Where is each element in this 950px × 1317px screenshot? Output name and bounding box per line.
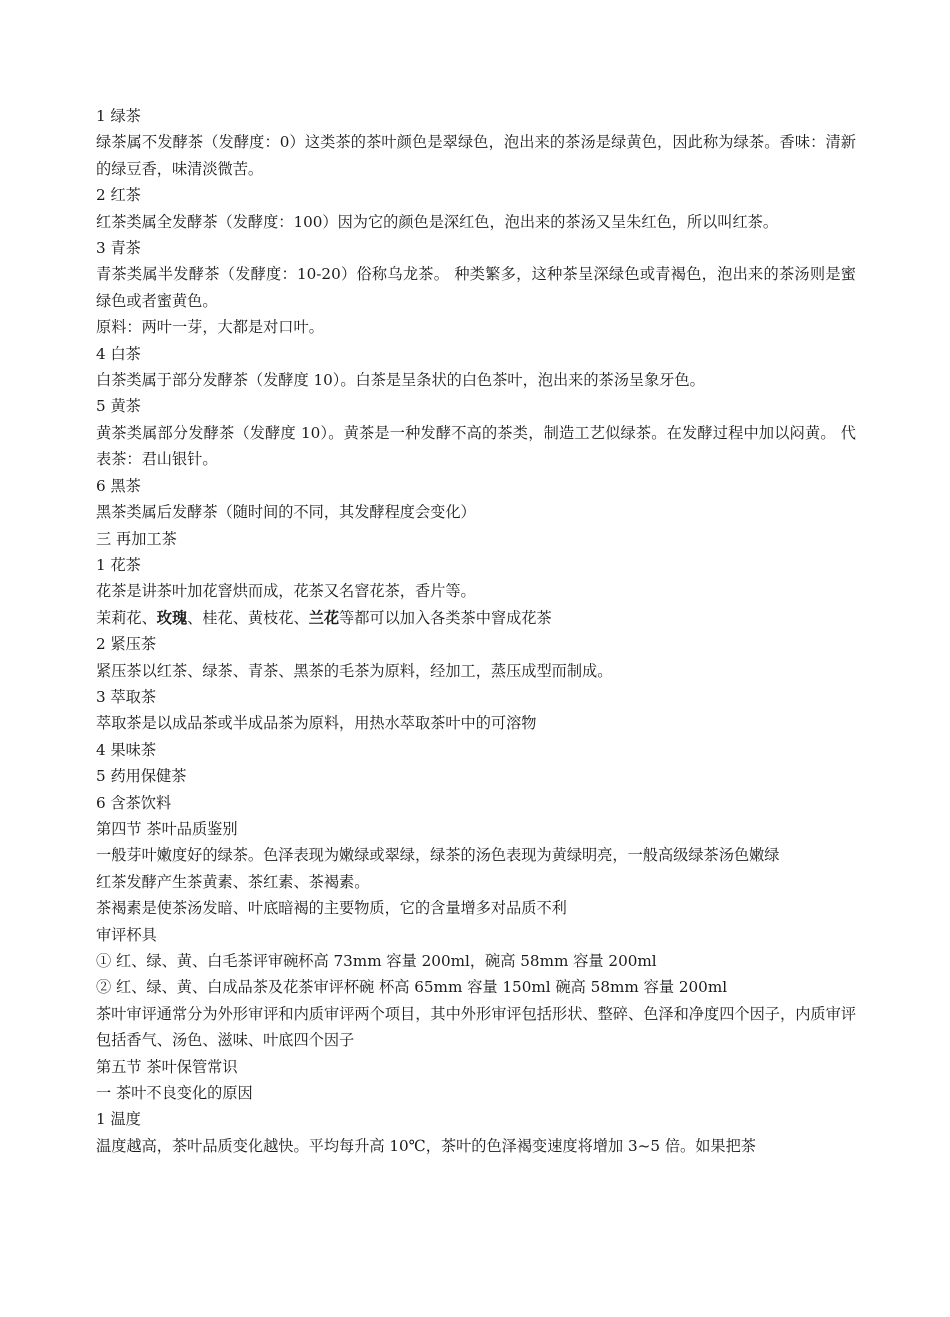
- flower-text-2: 、桂花、黄枝花、: [187, 608, 309, 627]
- list-item-cups-1: ① 红、绿、黄、白毛茶评审碗杯高 73mm 容量 200ml，碗高 58mm 容量 200ml: [96, 952, 657, 970]
- heading-health-tea: 5 药用保健茶: [96, 767, 187, 786]
- flower-bold-orchid: 兰花: [308, 608, 339, 627]
- paragraph-flower-tea: 花茶是讲茶叶加花窨烘而成，花茶又名窨花茶，香片等。: [96, 582, 476, 601]
- paragraph-temperature: 温度越高，茶叶品质变化越快。平均每升高 10℃，茶叶的色泽褐变速度将增加 3~5 倍。如果把茶: [96, 1136, 756, 1155]
- heading-white-tea: 4 白茶: [96, 344, 141, 363]
- paragraph-black-tea: 红茶类属全发酵茶（发酵度：100）因为它的颜色是深红色，泡出来的茶汤又呈朱红色，所以叫红茶。: [96, 212, 779, 231]
- section-quality-identification: 第四节 茶叶品质鉴别: [96, 819, 238, 838]
- paragraph-green-quality: 一般芽叶嫩度好的绿茶。色泽表现为嫩绿或翠绿，绿茶的汤色表现为黄绿明亮，一般高级绿茶汤色嫩绿: [96, 846, 780, 865]
- paragraph-compressed-tea: 紧压茶以红茶、绿茶、青茶、黑茶的毛茶为原料，经加工，蒸压成型而制成。: [96, 661, 613, 680]
- heading-dark-tea: 6 黑茶: [96, 476, 141, 495]
- text-raw-material: 原料：两叶一芽，大都是对口叶。: [96, 318, 324, 337]
- document-page: [96, 103, 856, 1159]
- heading-fruit-tea: 4 果味茶: [96, 740, 157, 759]
- flower-bold-rose: 玫瑰: [156, 608, 188, 627]
- heading-evaluation-cups: 审评杯具: [96, 925, 157, 944]
- text-black-tea-fermentation: 红茶发酵产生茶黄素、茶红素、茶褐素。: [96, 872, 370, 891]
- heading-yellow-tea: 5 黄茶: [96, 397, 141, 416]
- paragraph-white-tea: 白茶类属于部分发酵茶（发酵度 10）。白茶是呈条状的白色茶叶，泡出来的茶汤呈象牙色。: [96, 371, 705, 390]
- list-item-cups-2: ② 红、绿、黄、白成品茶及花茶审评杯碗 杯高 65mm 容量 150ml 碗高 58mm 容量 200ml: [96, 978, 728, 997]
- text-theabrownin: 茶褐素是使茶汤发暗、叶底暗褐的主要物质，它的含量增多对品质不利: [96, 899, 567, 918]
- heading-tea-beverage: 6 含茶饮料: [96, 793, 172, 812]
- paragraph-flower-list: [96, 605, 856, 631]
- heading-compressed-tea: 2 紧压茶: [96, 635, 157, 654]
- paragraph-evaluation: 茶叶审评通常分为外形审评和内质审评两个项目，其中外形审评包括形状、整碎、色泽和净度四个因子，内质审评包括香气、汤色、滋味、叶底四个因子: [96, 1004, 856, 1050]
- paragraph-extracted-tea: 萃取茶是以成品茶或半成品茶为原料，用热水萃取茶叶中的可溶物: [96, 714, 537, 733]
- heading-flower-tea: 1 花茶: [96, 555, 141, 574]
- paragraph-dark-tea: 黑茶类属后发酵茶（随时间的不同，其发酵程度会变化）: [96, 503, 476, 522]
- flower-text-1: 茉莉花、: [96, 608, 157, 627]
- paragraph-yellow-tea: 黄茶类属部分发酵茶（发酵度 10）。黄茶是一种发酵不高的茶类，制造工艺似绿茶。在发酵过程中加以闷黄。 代表茶：君山银针。: [96, 423, 856, 469]
- subsection-deterioration-causes: 一 茶叶不良变化的原因: [96, 1084, 253, 1103]
- section-reprocessed-tea: 三 再加工茶: [96, 529, 177, 548]
- heading-black-tea: 2 红茶: [96, 186, 141, 205]
- heading-green-tea: 1 绿茶: [96, 107, 141, 125]
- heading-oolong-tea: 3 青茶: [96, 239, 141, 258]
- heading-temperature: 1 温度: [96, 1110, 141, 1129]
- paragraph-green-tea: 绿茶属不发酵茶（发酵度：0）这类茶的茶叶颜色是翠绿色，泡出来的茶汤是绿黄色，因此称为绿茶。香味：清新的绿豆香，味清淡微苦。: [96, 133, 856, 178]
- heading-extracted-tea: 3 萃取茶: [96, 687, 157, 706]
- section-tea-storage: 第五节 茶叶保管常识: [96, 1057, 238, 1076]
- paragraph-oolong-tea: 青茶类属半发酵茶（发酵度：10-20）俗称乌龙茶。 种类繁多，这种茶呈深绿色或青褐色，泡出来的茶汤则是蜜绿色或者蜜黄色。: [96, 265, 856, 310]
- flower-text-3: 等都可以加入各类茶中窨成花茶: [339, 608, 552, 627]
